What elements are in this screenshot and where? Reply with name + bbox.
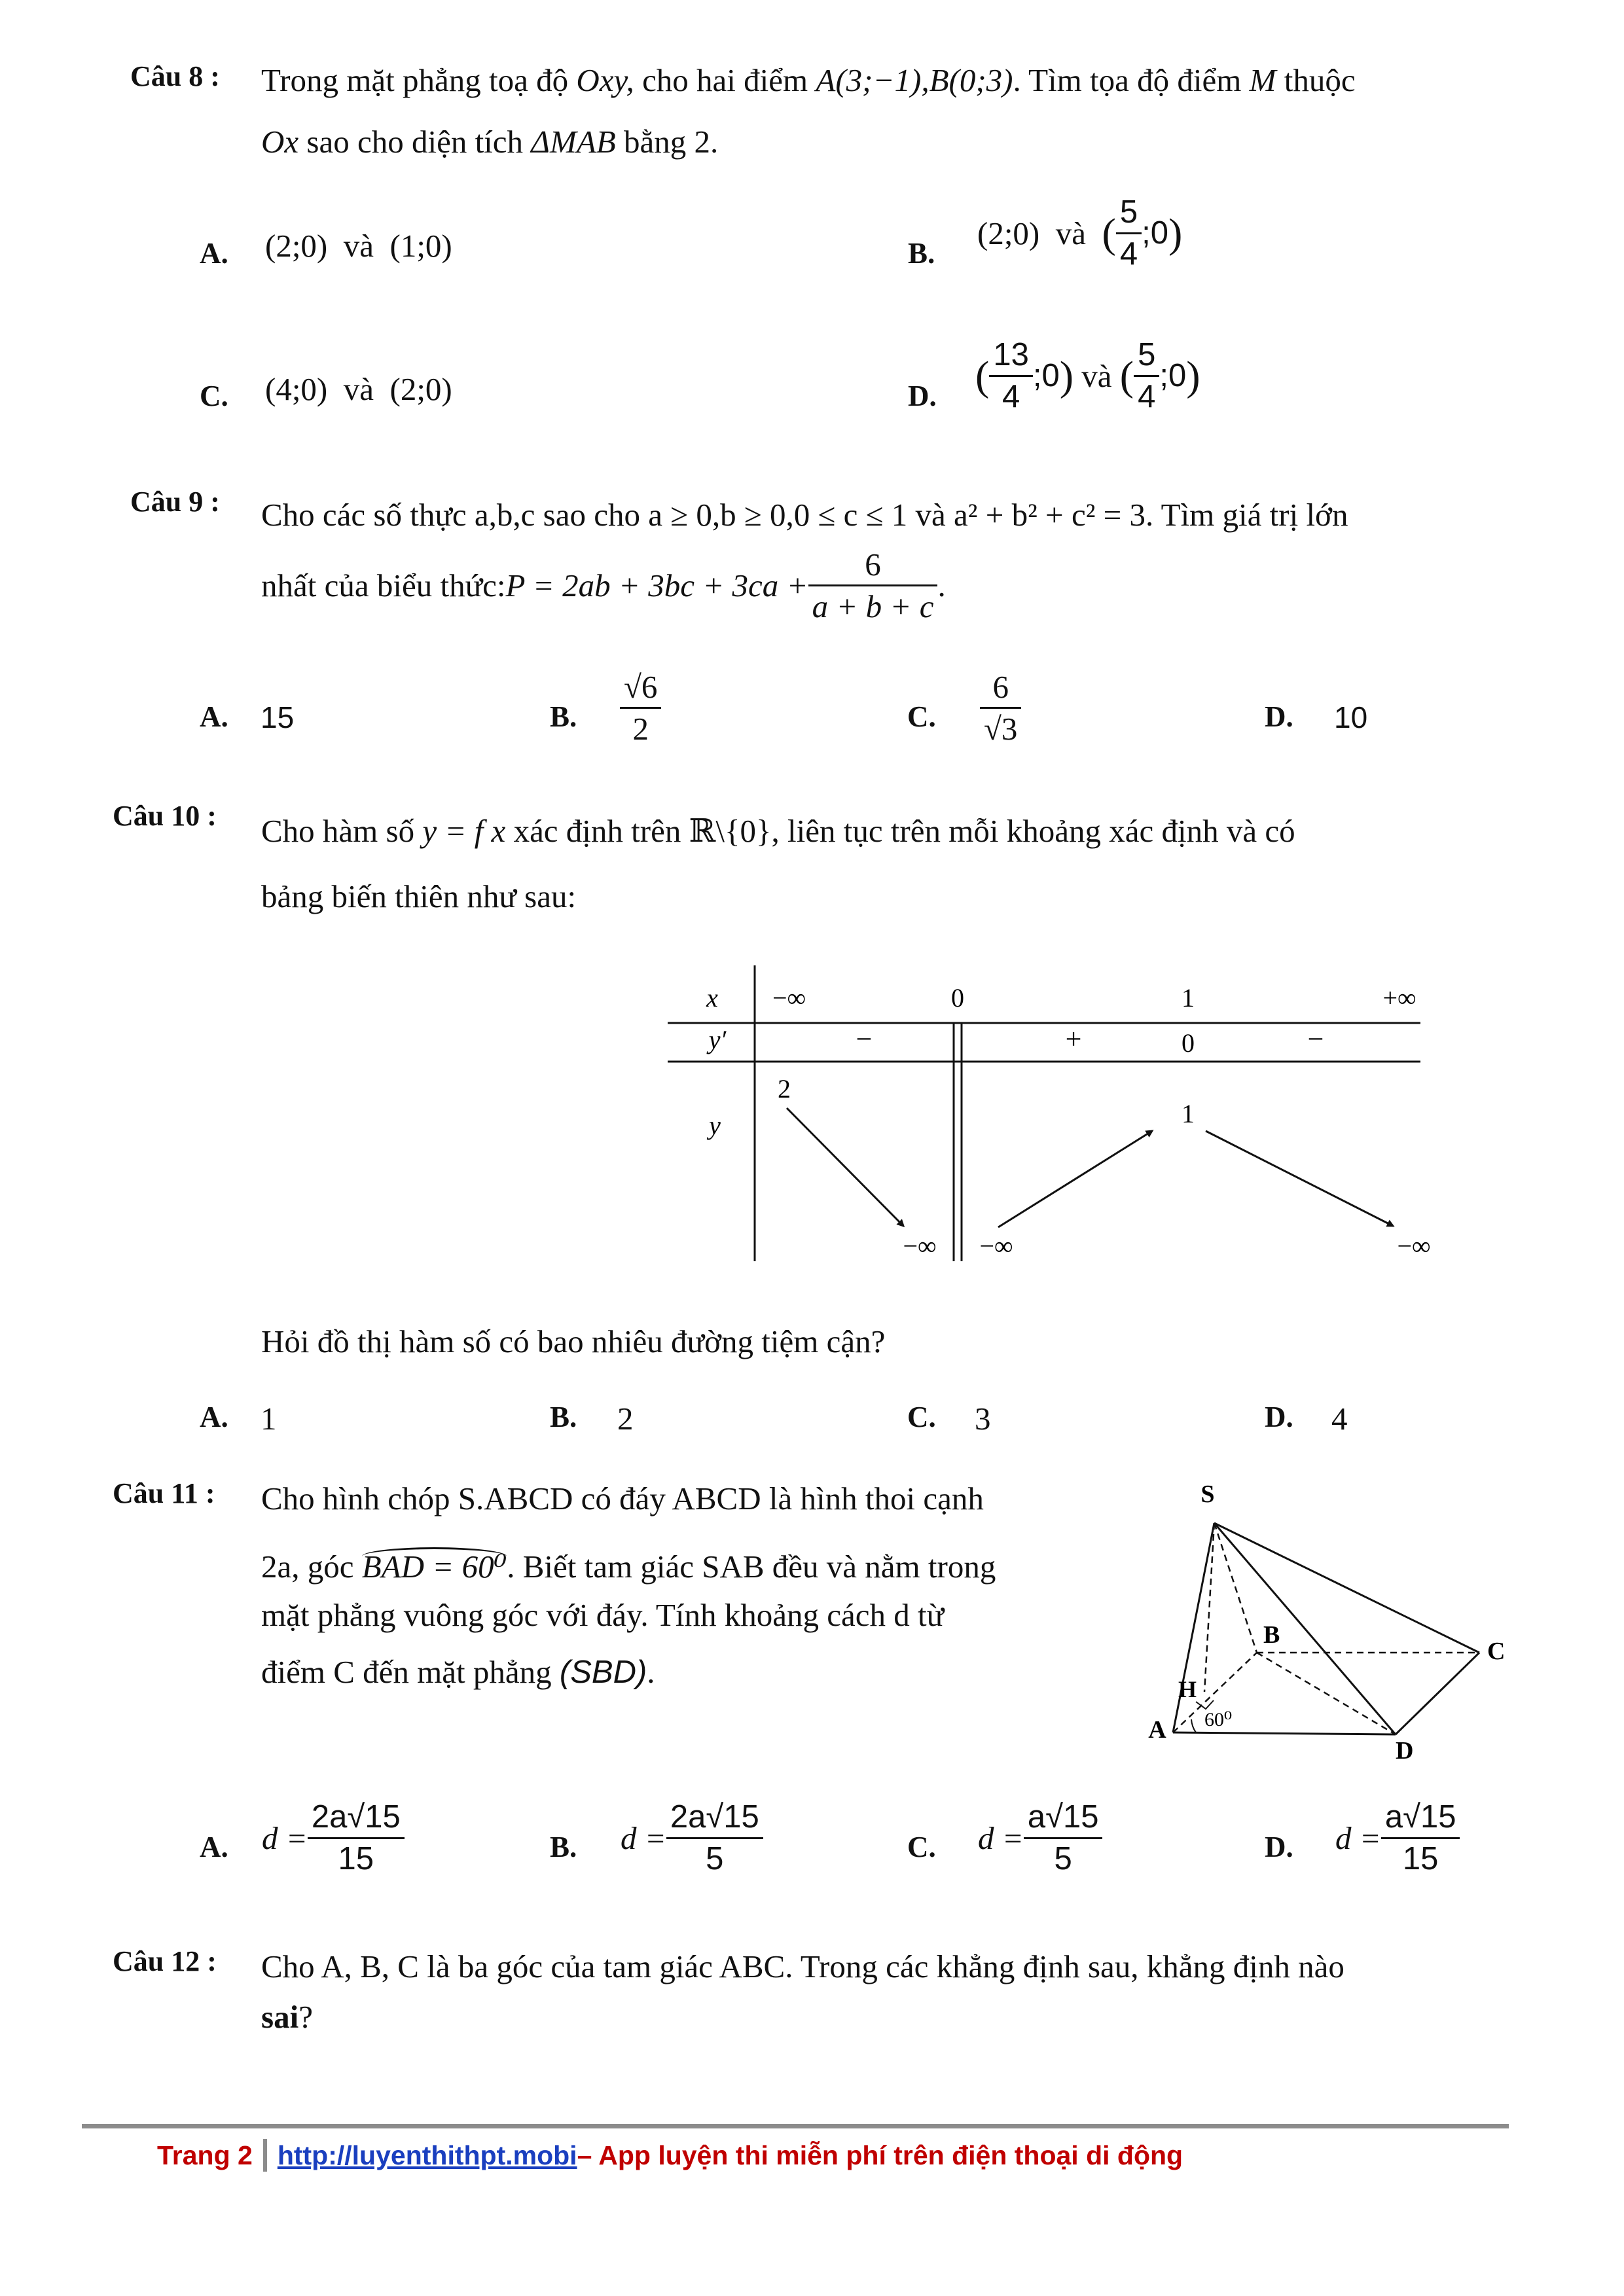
q9-text: nhất của biểu thức:	[261, 567, 506, 603]
q11-option-a-label: A.	[200, 1831, 228, 1863]
q8-b-and: và	[1055, 215, 1086, 251]
q11-option-c-label: C.	[907, 1831, 936, 1863]
q8-option-b-label: B.	[908, 237, 935, 270]
q9-c-num: 6	[980, 671, 1021, 709]
q8-d-lparen1: (	[975, 352, 990, 399]
q8-d-num1: 13	[989, 339, 1033, 377]
table-x-zero: 0	[951, 983, 964, 1013]
table-sign-zero: 0	[1182, 1028, 1195, 1058]
q10-text: xác định trên	[505, 813, 689, 849]
q11-text: 2a, góc	[261, 1549, 362, 1585]
q8-oxy: Oxy,	[576, 62, 634, 98]
q8-d-rparen1: )	[1059, 352, 1074, 399]
q9-option-a-label: A.	[200, 700, 228, 733]
q10-option-a-label: A.	[200, 1401, 228, 1433]
footer-separator	[263, 2139, 267, 2172]
q8-d-rparen2: )	[1186, 352, 1200, 399]
q11-plane: (SBD)	[559, 1655, 647, 1690]
q11-option-c	[978, 1801, 1102, 1875]
footer	[157, 2139, 1183, 2172]
q8-d-den1: 4	[1001, 379, 1020, 414]
q9-label: Câu 9 :	[130, 486, 220, 518]
q10-line1	[261, 815, 1295, 847]
q9-line1: Cho các số thực a,b,c sao cho a ≥ 0,b ≥ 0,0 ≤ c ≤ 1 và a² + b² + c² = 3. Tìm giá trị lớn	[261, 497, 1348, 533]
q8-b-rparen: )	[1168, 209, 1183, 257]
edge-sd	[1214, 1523, 1396, 1734]
q8-d-num2: 5	[1134, 339, 1159, 377]
q9-b-den: 2	[632, 711, 649, 747]
q9-option-d-label: D.	[1265, 700, 1293, 733]
q8-point-b: B(0;3)	[929, 62, 1013, 98]
q10-option-d: 4	[1331, 1401, 1348, 1437]
q8-c-p2: (2;0)	[389, 371, 452, 407]
q11-d-frac	[1381, 1801, 1460, 1875]
q11-d-num: a√15	[1381, 1801, 1460, 1839]
q11-c-num: a√15	[1024, 1801, 1103, 1839]
q11-line4	[261, 1656, 655, 1689]
q12-text: ?	[298, 1999, 313, 2035]
vertex-d: D	[1396, 1737, 1414, 1765]
vertex-s: S	[1200, 1480, 1215, 1508]
q8-option-c-label: C.	[200, 380, 228, 412]
q9-frac-den: a + b + c	[812, 588, 934, 624]
table-y-neg-inf-1: −∞	[903, 1231, 937, 1261]
q8-b-lparen: (	[1102, 209, 1116, 257]
q11-a-lhs: d =	[262, 1820, 308, 1856]
q9-b-num: √6	[620, 671, 661, 709]
q11-line2	[261, 1547, 996, 1583]
q8-text: thuộc	[1276, 62, 1356, 98]
q8-a-p2: (1;0)	[389, 228, 452, 264]
q8-option-d	[975, 339, 1200, 413]
table-y-label: y	[709, 1111, 721, 1140]
q8-option-a	[265, 230, 452, 262]
q10-line2: bảng biến thiên như sau:	[261, 878, 577, 914]
q12-sai: sai	[261, 1999, 299, 2035]
q11-label: Câu 11 :	[113, 1477, 215, 1509]
q11-c-lhs: d =	[978, 1820, 1024, 1856]
q8-b-tail: ;0	[1142, 215, 1168, 251]
q9-option-a: 15	[261, 700, 295, 734]
q8-b-p1: (2;0)	[977, 215, 1040, 251]
vertex-a: A	[1148, 1716, 1166, 1744]
footer-rule	[82, 2124, 1509, 2128]
q9-option-c	[980, 671, 1021, 745]
edge-dc	[1396, 1653, 1479, 1734]
table-x-label: x	[706, 983, 718, 1013]
q11-a-frac	[308, 1801, 405, 1875]
q10-option-b: 2	[617, 1401, 634, 1437]
q11-c-den: 5	[1054, 1841, 1072, 1876]
q11-option-d-label: D.	[1265, 1831, 1293, 1863]
q10-text: Cho hàm số	[261, 813, 423, 849]
table-y-val-2: 2	[778, 1074, 791, 1103]
edge-sc	[1214, 1523, 1479, 1653]
q10-text: , liên tục trên mỗi khoảng xác định và có	[771, 813, 1295, 849]
q8-b-num: 5	[1116, 196, 1142, 234]
q12-line1: Cho A, B, C là ba góc của tam giác ABC. Trong các khẳng định sau, khẳng định nào	[261, 1948, 1344, 1984]
q11-b-num: 2a√15	[666, 1801, 763, 1839]
footer-page: Trang 2	[157, 2140, 253, 2170]
q8-triangle: ΔMAB	[531, 124, 616, 160]
q11-option-b-label: B.	[550, 1831, 577, 1863]
q11-option-a	[262, 1801, 405, 1875]
q11-angle: BAD = 60⁰	[361, 1549, 507, 1585]
q10-option-b-label: B.	[550, 1401, 577, 1433]
vertex-c: C	[1487, 1638, 1506, 1665]
q8-text: bằng 2.	[615, 124, 719, 160]
q9-option-b	[620, 671, 661, 745]
q8-a-p1: (2;0)	[265, 228, 328, 264]
q8-option-d-label: D.	[908, 380, 937, 412]
q8-d-lparen2: (	[1119, 352, 1134, 399]
edge-bd	[1257, 1653, 1396, 1734]
q8-line1	[261, 64, 1356, 96]
q9-frac	[808, 548, 938, 622]
q9-b-frac	[620, 671, 661, 745]
q10-func: y = f x	[422, 813, 506, 849]
q11-d-den: 15	[1402, 1841, 1439, 1876]
table-x-neg-inf: −∞	[772, 983, 806, 1013]
q8-option-c	[265, 373, 452, 405]
q8-d-tail2: ;0	[1159, 358, 1187, 393]
footer-link[interactable]: http://luyenthithpt.mobi	[277, 2140, 577, 2170]
q11-text: .	[647, 1654, 655, 1690]
q11-option-d	[1335, 1801, 1460, 1875]
q8-text: . Tìm tọa độ điểm	[1013, 62, 1250, 98]
q10-option-a: 1	[261, 1401, 277, 1437]
angle-label: 60⁰	[1204, 1709, 1233, 1731]
q11-b-den: 5	[706, 1841, 724, 1876]
pyramid-figure	[1126, 1476, 1545, 1777]
q11-line3: mặt phẳng vuông góc với đáy. Tính khoảng cách d từ	[261, 1597, 945, 1633]
q11-b-frac	[666, 1801, 763, 1875]
table-yprime-label: y′	[708, 1025, 727, 1054]
q9-c-den: √3	[984, 711, 1018, 747]
q9-frac-num: 6	[808, 548, 938, 586]
q8-option-a-label: A.	[200, 237, 228, 270]
q8-d-frac1	[989, 339, 1033, 413]
q10-domain: ℝ\{0}	[689, 813, 772, 849]
table-y-val-1: 1	[1182, 1099, 1195, 1128]
arrow-decreasing-2	[1206, 1131, 1393, 1226]
q8-text: Trong mặt phẳng toạ độ	[261, 62, 577, 98]
q8-c-p1: (4;0)	[265, 371, 328, 407]
q8-text: sao cho diện tích	[298, 124, 532, 160]
table-sign-3: −	[1307, 1023, 1324, 1055]
table-sign-2: +	[1065, 1023, 1082, 1055]
q8-a-and: và	[343, 228, 374, 264]
q8-d-den2: 4	[1138, 379, 1156, 414]
q10-option-c-label: C.	[907, 1401, 936, 1433]
q8-ox: Ox	[261, 124, 299, 160]
q11-b-lhs: d =	[621, 1820, 666, 1856]
q9-option-b-label: B.	[550, 700, 577, 733]
q11-line1: Cho hình chóp S.ABCD có đáy ABCD là hình thoi cạnh	[261, 1480, 984, 1516]
q9-line2	[261, 548, 946, 622]
q12-line2	[261, 2001, 313, 2033]
q10-option-d-label: D.	[1265, 1401, 1293, 1433]
variation-table	[668, 959, 1453, 1270]
q11-a-den: 15	[338, 1841, 374, 1876]
q8-d-and: và	[1081, 358, 1112, 394]
q11-d-lhs: d =	[1335, 1820, 1381, 1856]
q8-point-a: A(3;−1),	[816, 62, 929, 98]
edge-ad	[1173, 1732, 1396, 1734]
table-sign-1: −	[856, 1023, 873, 1055]
q8-b-den: 4	[1119, 236, 1138, 272]
table-y-neg-inf-2: −∞	[979, 1231, 1013, 1261]
q12-label: Câu 12 :	[113, 1945, 217, 1977]
q11-text: . Biết tam giác SAB đều và nằm trong	[507, 1549, 996, 1585]
q11-a-num: 2a√15	[308, 1801, 405, 1839]
q11-text: điểm C đến mặt phẳng	[261, 1654, 560, 1690]
q8-b-frac	[1116, 196, 1142, 270]
q9-text: .	[937, 567, 946, 603]
q8-m: M	[1249, 62, 1276, 98]
q9-option-c-label: C.	[907, 700, 936, 733]
vertex-b: B	[1263, 1621, 1280, 1649]
q10-question: Hỏi đồ thị hàm số có bao nhiêu đường tiệm cận?	[261, 1323, 886, 1359]
q9-c-frac	[980, 671, 1021, 745]
arrow-decreasing-1	[787, 1108, 903, 1226]
table-x-one: 1	[1182, 983, 1195, 1013]
q9-option-d: 10	[1334, 700, 1368, 734]
q10-option-c: 3	[975, 1401, 991, 1437]
q8-d-frac2	[1134, 339, 1159, 413]
arrow-increasing	[998, 1131, 1152, 1227]
q8-text: cho hai điểm	[634, 62, 816, 98]
table-x-pos-inf: +∞	[1382, 983, 1416, 1013]
footer-text: – App luyện thi miễn phí trên điện thoại di động	[577, 2140, 1183, 2170]
edge-sb	[1214, 1523, 1257, 1653]
q8-option-b	[977, 196, 1182, 270]
angle-arc	[1191, 1719, 1196, 1732]
q11-c-frac	[1024, 1801, 1103, 1875]
q10-label: Câu 10 :	[113, 800, 217, 832]
q8-c-and: và	[343, 371, 374, 407]
table-y-neg-inf-3: −∞	[1397, 1231, 1431, 1261]
q9-expression: P = 2ab + 3bc + 3ca +	[505, 567, 808, 603]
q8-line2	[261, 126, 718, 158]
point-h: H	[1178, 1676, 1197, 1702]
q8-d-tail1: ;0	[1032, 358, 1060, 393]
q11-option-b	[621, 1801, 763, 1875]
q8-label: Câu 8 :	[130, 60, 220, 92]
